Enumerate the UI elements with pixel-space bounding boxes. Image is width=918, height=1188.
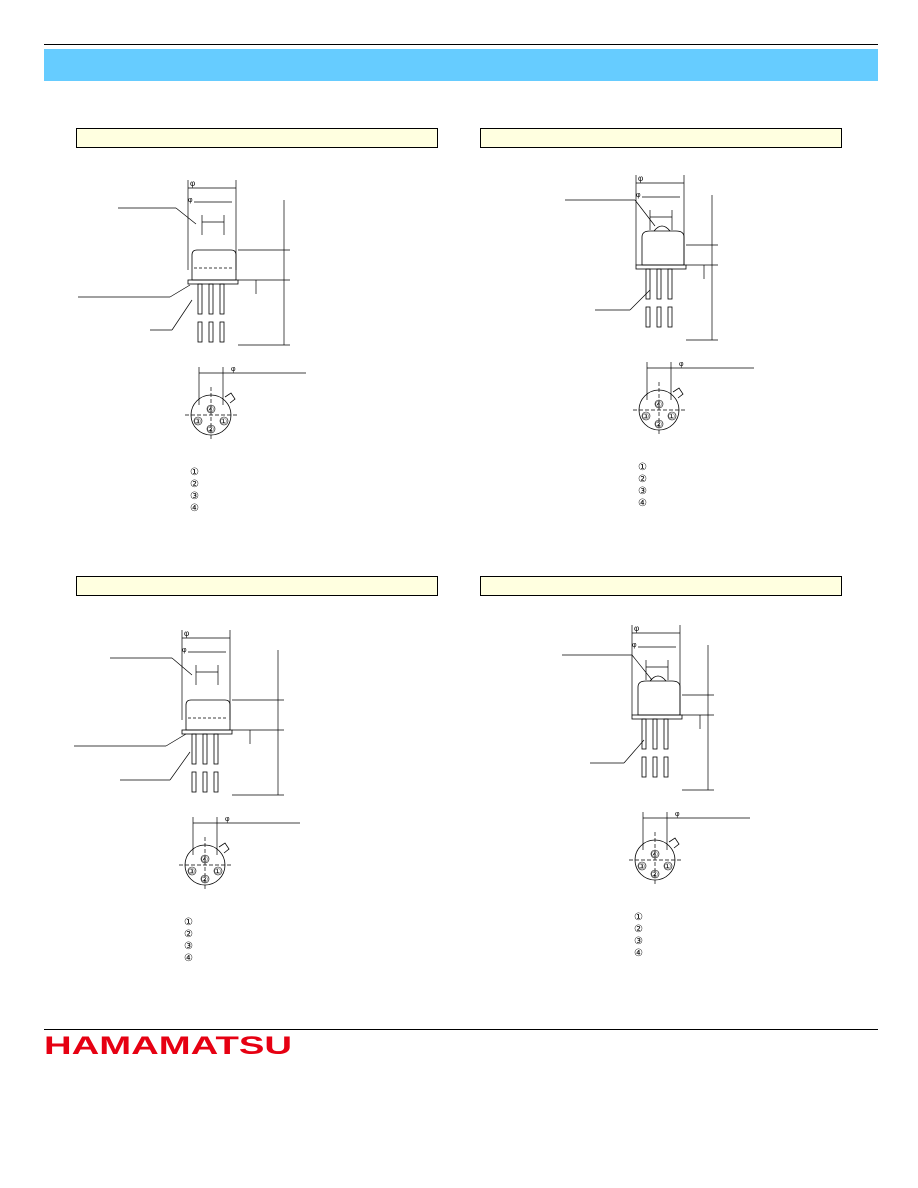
leader-line xyxy=(170,752,190,780)
phi-symbol: φ xyxy=(182,647,187,654)
leader-line xyxy=(166,734,186,746)
pin-number: ① xyxy=(220,417,228,426)
pin-number: ④ xyxy=(207,405,215,414)
pin-legend-2: ② xyxy=(184,929,193,940)
pin-number: ① xyxy=(668,412,676,421)
leader-line xyxy=(632,655,652,680)
hamamatsu-logo xyxy=(44,1034,294,1056)
pin-number: ① xyxy=(214,867,222,876)
phi-symbol: φ xyxy=(188,197,193,204)
phi-symbol: φ xyxy=(632,642,637,649)
leader-line xyxy=(170,285,190,297)
pin-number: ③ xyxy=(642,412,650,421)
pin-legend-3: ③ xyxy=(184,941,193,952)
pin-number: ③ xyxy=(188,867,196,876)
pin-legend-4: ④ xyxy=(190,503,199,514)
pin-number: ① xyxy=(664,862,672,871)
phi-symbol: φ xyxy=(636,192,641,199)
phi-symbol: φ xyxy=(231,366,236,373)
leader-line xyxy=(176,208,196,224)
bottom-rule xyxy=(44,1029,878,1030)
pin-legend-4: ④ xyxy=(184,953,193,964)
leader-line xyxy=(624,740,644,763)
pin-legend-1: ① xyxy=(638,462,647,473)
phi-symbol: φ xyxy=(225,816,230,823)
pin-number: ② xyxy=(655,420,663,429)
pin-legend-2: ② xyxy=(190,479,199,490)
pin-number: ② xyxy=(651,870,659,879)
pin-number: ④ xyxy=(655,400,663,409)
pin-number: ④ xyxy=(651,850,659,859)
leader-line xyxy=(630,290,650,310)
pin-legend-1: ① xyxy=(634,912,643,923)
leader-line xyxy=(635,200,655,226)
leader-line xyxy=(172,300,192,330)
pin-number: ③ xyxy=(194,417,202,426)
pin-legend-1: ① xyxy=(190,467,199,478)
phi-symbol: φ xyxy=(679,361,684,368)
pin-legend-4: ④ xyxy=(634,948,643,959)
phi-symbol: φ xyxy=(675,811,680,818)
phi-symbol: φ xyxy=(638,174,644,183)
pin-number: ② xyxy=(207,425,215,434)
logo-text: HAMAMATSU xyxy=(44,1034,292,1056)
pin-legend-1: ① xyxy=(184,917,193,928)
pin-legend-3: ③ xyxy=(190,491,199,502)
pin-legend-3: ③ xyxy=(634,936,643,947)
pin-legend-2: ② xyxy=(634,924,643,935)
pin-number: ④ xyxy=(201,855,209,864)
pin-legend-2: ② xyxy=(638,474,647,485)
pin-number: ③ xyxy=(638,862,646,871)
pin-legend-3: ③ xyxy=(638,486,647,497)
leader-line xyxy=(172,658,192,675)
pin-number: ② xyxy=(201,875,209,884)
pin-legend-4: ④ xyxy=(638,498,647,509)
phi-symbol: φ xyxy=(184,629,190,638)
phi-symbol: φ xyxy=(634,624,640,633)
phi-symbol: φ xyxy=(190,179,196,188)
